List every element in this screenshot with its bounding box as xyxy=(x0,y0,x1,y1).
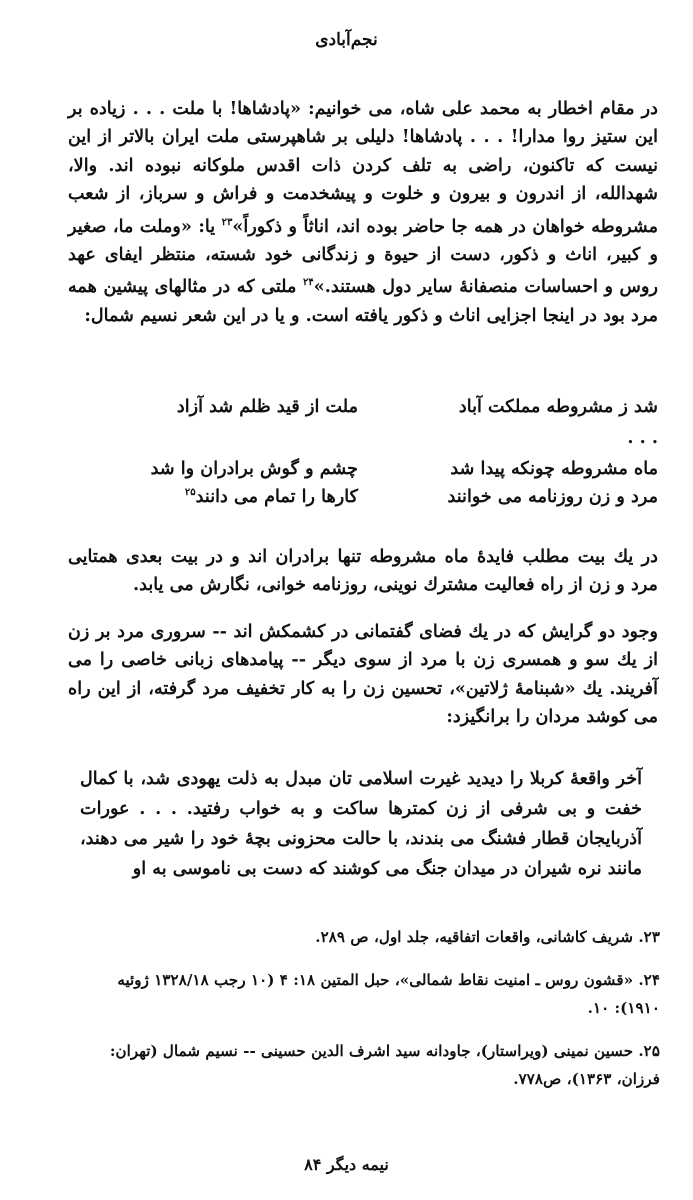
poem-line-1-hemistich-1: شد ز مشروطه مملکت آباد xyxy=(458,396,658,417)
poem-line-2-hemistich-1: ماه مشروطه چونکه پیدا شد xyxy=(450,458,658,479)
footnote-ref-24[interactable]: ۲۴ xyxy=(303,277,314,289)
paragraph-3: وجود دو گرایش که در یك فضای گفتمانی در کشمکش اند -- سروری مرد بر زن از یك سو و همسری زن با مرد از سوی دیگر -- پیامدهای زبانی خاصی را می آفریند. یك «شبنامهٔ ژلاتین»، تحسین زن را به کار تخفیف مرد گرفته، از این راه می کوشد مردان را برانگیزد: xyxy=(68,621,658,728)
poem-line-2-hemistich-2: چشم و گوش برادران وا شد xyxy=(150,458,358,479)
footnote-ref-25[interactable]: ۲۵ xyxy=(184,487,196,499)
block-quote: آخر واقعهٔ کربلا را دیدید غیرت اسلامی تان مبدل به ذلت یهودی شد، با کمال خفت و بی شرفی از زن کمترها ساکت و به خواب رفتید. . . . عورات آذربایجان قطار فشنگ می بندند، با حالت محزونی بچهٔ خود را شیر می دهند، مانند نره شیران در میدان جنگ می کوشند که دست بی ناموسی به او xyxy=(80,768,642,879)
page-footer: نیمه دیگر ۸۴ xyxy=(304,1155,389,1174)
paragraph-2: در یك بیت مطلب فایدهٔ ماه مشروطه تنها برادران اند و در بیت بعدی همتایی مرد و زن از راه فعالیت مشترك نوینی، روزنامه خوانی، نگارش می یابد. xyxy=(68,546,658,596)
footnote-24: ۲۴. «قشون روس ـ امنیت نقاط شمالی»، حبل المتین ۱۸: ۴ (۱۰ رجب ۱۳۲۸/۱۸ ژوئیه ۱۹۱۰): ۱۰. xyxy=(117,971,660,1017)
footnote-25: ۲۵. حسین نمینی (ویراستار)، جاودانه سید اشرف الدین حسینی -- نسیم شمال (تهران: فرزان، ۱۳۶۳)، ص۷۷۸. xyxy=(109,1042,660,1088)
poem-line-1-hemistich-2: ملت از قید ظلم شد آزاد xyxy=(176,396,358,417)
paragraph-1-text-c: ملتی که در مثالهای پیشین همه مرد بود در اینجا اجزایی اناث و ذکور یافته است. و یا در این شعر نسیم شمال: xyxy=(68,276,658,326)
running-header: نجم‌آبادی xyxy=(315,30,378,50)
paragraph-1 xyxy=(68,95,658,330)
footnote-ref-23[interactable]: ۲۳ xyxy=(221,216,233,228)
paragraph-1-text-b: یا: «وملت ما، صغیر و کبیر، اناث و ذکور، دست از حیوة و زندگانی خود شسته، منتظر ایفای عهد روس و احساسات منصفانهٔ سایر دول هستند.» xyxy=(68,215,658,298)
paragraph-1-text: در مقام اخطار به محمد علی شاه، می خوانیم: «پادشاها! با ملت . . . زیاده بر این ستیز روا مدارا! . . . پادشاها! دلیلی بر شاهپرستی ملت ایران بالاتر از این نیست که تاکنون، راضی به تلف کردن ذات اقدس ملوکانه نبوده اند. والا، شهدالله، از اندرون و بیرون و خلوت و پیشخدمت و فراش و سرباز، از شعب مشروطه خواهان در همه جا حاضر بوده اند، اناثاً و ذکوراً» xyxy=(68,98,658,237)
poem-line-3-hemistich-2 xyxy=(185,486,358,507)
poem-ellipsis: . . . xyxy=(627,427,658,448)
poem-line-3-hemistich-1: مرد و زن روزنامه می خوانند xyxy=(447,486,658,507)
footnote-23: ۲۳. شریف کاشانی، واقعات اتفاقیه، جلد اول، ص ۲۸۹. xyxy=(315,928,660,946)
poem-line-3-hemistich-2-text: کارها را تمام می دانند xyxy=(195,486,358,507)
